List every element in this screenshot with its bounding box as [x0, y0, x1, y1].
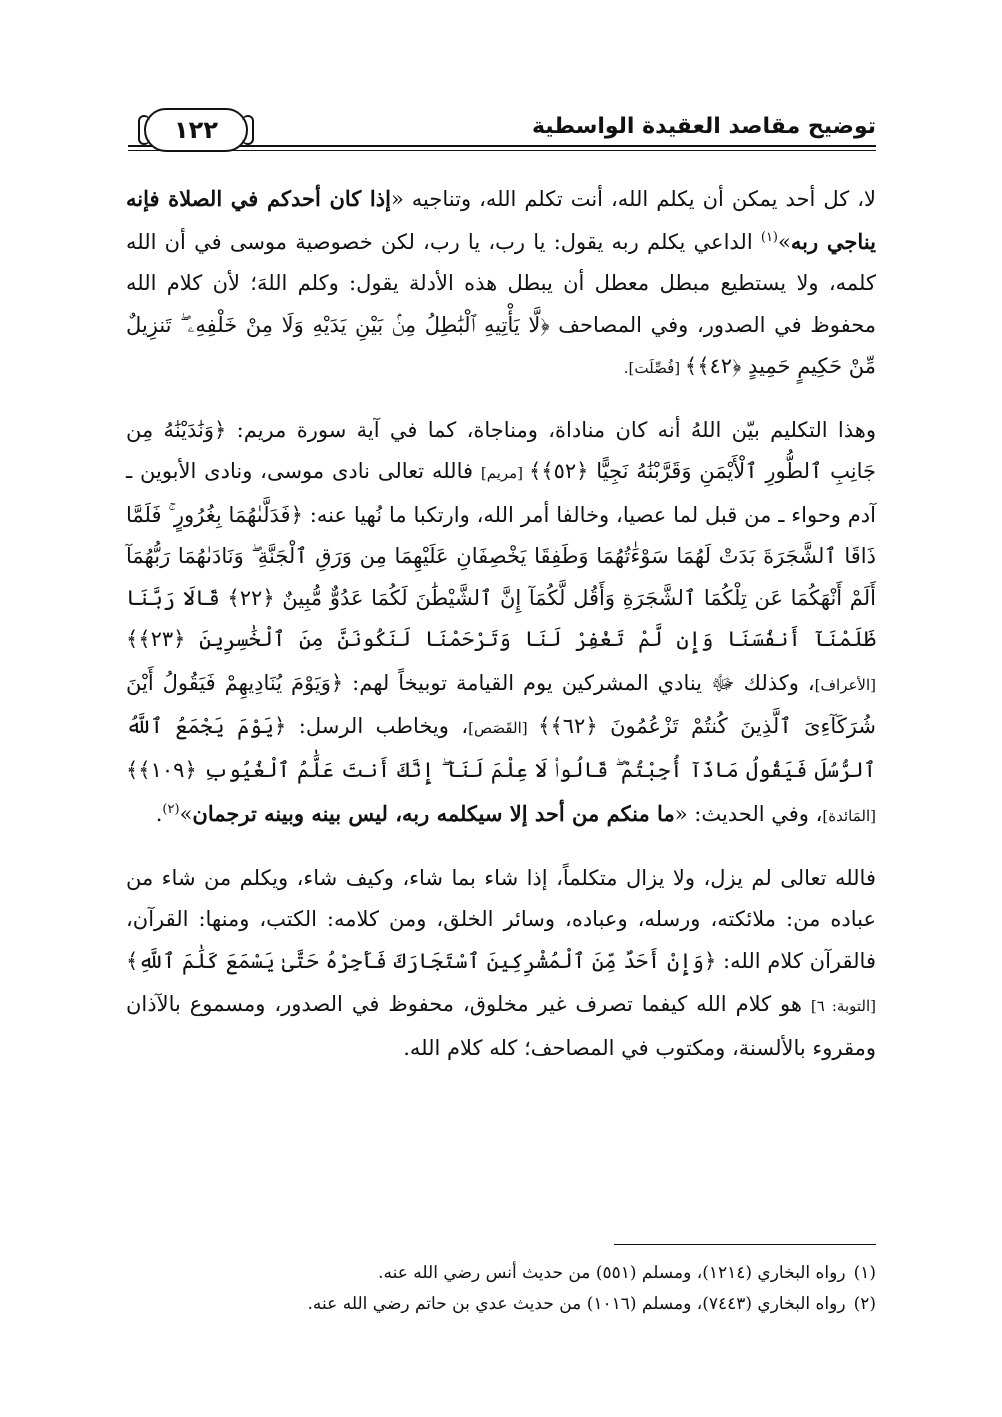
text-run: هو كلام الله كيفما تصرف غير مخلوق، محفوظ في الصدور، ومسموع بالآذان ومقروء بالألسنة، ومكتوب في المصاحف؛ كله كلام الله. — [126, 992, 876, 1060]
footnote-text: رواه البخاري (١٢١٤)، ومسلم (٥٥١) من حديث أنس رضي الله عنه. — [378, 1263, 846, 1283]
text-run: ، وفي الحديث: « — [674, 802, 823, 826]
page-body — [126, 178, 876, 1069]
text-run: ، ويخاطب الرسل: — [286, 714, 469, 738]
quran-verse: ﴿لَّا يَأْتِيهِ ٱلْبَٰطِلُ مِنۢ بَيْنِ يَدَيْهِ وَلَا مِنْ خَلْفِهِۦ ۖ تَنزِيلٌ مِّنْ حَكِيمٍ حَمِيدٍ ﴿٤٢﴾﴾ — [126, 312, 876, 378]
surah-reference: [المَائدة] — [822, 807, 876, 825]
surah-reference: [الأعراف] — [814, 675, 876, 694]
text-run: فالله تعالى لم يزل، ولا يزال متكلماً، إذا شاء بما شاء، وكيف شاء، ويكلم من شاء من عباده من: ملائكته، ورسله، وعباده، وسائر الخلق، ومن كلامه: الكتب، ومنها: القرآن، فالقرآن كلام الله: — [126, 865, 876, 973]
surah-reference: [مريم] — [480, 464, 529, 482]
running-header — [128, 108, 876, 154]
text-run: الداعي يكلم ربه يقول: يا رب، يا رب، لكن خصوصية موسى في أن الله كلمه، ولا يستطيع مبطل معطل أن يبطل هذه الأدلة يقول: وكلم اللهَ؛ لأن كلام الله محفوظ في الصدور، وفي المصاحف — [126, 229, 876, 337]
paragraph — [126, 178, 876, 390]
footnotes — [126, 1258, 876, 1320]
paragraph — [126, 410, 876, 838]
footnote-marker: (٢) — [162, 802, 180, 817]
text-run: فالله تعالى نادى موسى، ونادى الأبوين ـ آدم وحواء ـ من قبل لما عصيا، وخالفا أمر الله، وارتكبا ما نُهيا عنه: — [126, 459, 876, 527]
surah-reference: [القَصَص] — [468, 719, 539, 737]
hadith-quote: ما منكم من أحد إلا سيكلمه ربه، ليس بينه وبينه ترجمان — [192, 801, 675, 826]
header-rule-thin — [128, 150, 876, 151]
text-run: » — [778, 229, 791, 254]
surah-reference: [فُصِّلَت]. — [623, 359, 685, 377]
quran-verse: ﴿وَيَوْمَ يُنَادِيهِمْ فَيَقُولُ أَيْنَ شُرَكَآءِىَ ٱلَّذِينَ كُنتُمْ تَزْعُمُونَ ﴿٦٢﴾﴾ — [126, 670, 876, 738]
footnote-number: (٢) — [853, 1294, 876, 1314]
footnote-number: (١) — [853, 1263, 876, 1283]
book-title: توضيح مقاصد العقيدة الواسطية — [531, 114, 876, 139]
paragraph — [126, 858, 876, 1070]
hadith-quote: إذا كان أحدكم في الصلاة فإنه يناجي ربه — [126, 186, 876, 254]
text-run: » — [179, 802, 193, 826]
footnote — [126, 1289, 876, 1320]
footnote-separator — [614, 1244, 876, 1245]
quran-verse: ﴿وَنَٰدَيْنَٰهُ مِن جَانِبِ ٱلطُّورِ ٱلْأَيْمَنِ وَقَرَّبْنَٰهُ نَجِيًّا ﴿٥٢﴾﴾ — [126, 417, 876, 483]
quran-verse: ﴿يَوْمَ يَجْمَعُ ٱللَّهُ ٱلرُّسُلَ فَيَقُولُ مَاذَآ أُجِبْتُمْ ۖ قَالُوا۟ لَا عِلْمَ لَنَآ ۖ إِنَّكَ أَنتَ عَلَّٰمُ ٱلْغُيُوبِ ﴿١٠٩﴾﴾ — [126, 714, 876, 782]
quran-verse: ﴿وَإِنْ أَحَدٌ مِّنَ ٱلْمُشْرِكِينَ ٱسْتَجَارَكَ فَأَجِرْهُ حَتَّىٰ يَسْمَعَ كَلَٰمَ ٱللَّهِ﴾ — [126, 948, 717, 973]
text-run: . — [155, 802, 163, 826]
footnote-marker: (١) — [760, 229, 778, 245]
footnote — [126, 1258, 876, 1289]
footnote-text: رواه البخاري (٧٤٤٣)، ومسلم (١٠١٦) من حديث عدي بن حاتم رضي الله عنه. — [307, 1294, 846, 1314]
page-number: ١٢٢ — [144, 108, 248, 152]
surah-reference: [التوبة: ٦] — [810, 997, 876, 1015]
text-run: وهذا التكليم بيّن اللهُ أنه كان مناداة، ومناجاة، كما في آية سورة مريم: — [226, 417, 876, 442]
text-run: لا، كل أحد يمكن أن يكلم الله، أنت تكلم الله، وتناجيه « — [390, 187, 876, 211]
quran-verse: ﴿فَدَلَّىٰهُمَا بِغُرُورٍ ۚ فَلَمَّا ذَاقَا ٱلشَّجَرَةَ بَدَتْ لَهُمَا سَوْءَٰتُهُمَا وَطَفِقَا يَخْصِفَانِ عَلَيْهِمَا مِن وَرَقِ ٱلْجَنَّةِ ۖ وَنَادَىٰهُمَا رَبُّهُمَآ أَلَمْ أَنْهَكُمَا عَن تِلْكُمَا ٱلشَّجَرَةِ وَأَقُل لَّكُمَآ إِنَّ ٱلشَّيْطَٰنَ لَكُمَا عَدُوٌّ مُّبِينٌ ﴿٢٢﴾ قَالَا رَبَّنَا ظَلَمْنَآ أَنفُسَنَا وَإِن لَّمْ تَغْفِرْ لَنَا وَتَرْحَمْنَا لَنَكُونَنَّ مِنَ ٱلْخَٰسِرِينَ ﴿٢٣﴾﴾ — [126, 502, 876, 651]
text-run: ، وكذلك ﷻ ينادي المشركين يوم القيامة توبيخاً لهم: — [343, 670, 815, 695]
